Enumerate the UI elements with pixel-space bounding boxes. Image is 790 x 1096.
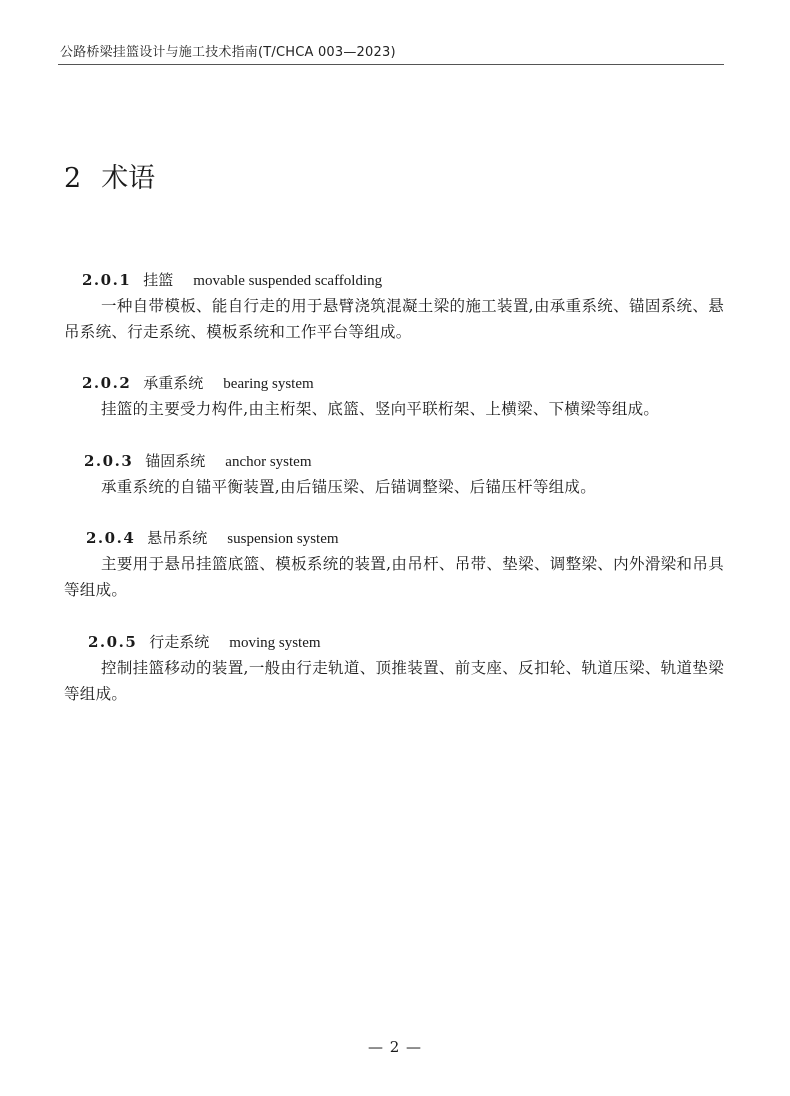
chapter-heading: 术语	[101, 163, 156, 194]
term-name-en: bearing system	[223, 376, 314, 392]
term-name-cn: 挂篮	[143, 271, 174, 289]
term-number: 2.0.4	[86, 529, 136, 547]
term-heading	[82, 371, 314, 396]
term-name-en: movable suspended scaffolding	[193, 273, 383, 289]
term-name-cn: 承重系统	[143, 374, 204, 392]
term-name-cn: 行走系统	[149, 633, 210, 651]
term-name-en: anchor system	[225, 454, 312, 470]
term-number: 2.0.2	[82, 374, 132, 392]
running-header: 公路桥梁挂篮设计与施工技术指南(T/CHCA 003—2023)	[60, 45, 396, 60]
term-definition: 控制挂篮移动的装置,一般由行走轨道、顶推装置、前支座、反扣轮、轨道压梁、轨道垫梁等组成。	[64, 659, 724, 703]
term-definition: 挂篮的主要受力构件,由主桁架、底篮、竖向平联桁架、上横梁、下横梁等组成。	[101, 400, 660, 418]
term-name-en: suspension system	[227, 531, 339, 547]
term-heading	[84, 449, 312, 474]
header-rule	[58, 64, 724, 65]
term-heading	[88, 630, 321, 655]
term-number: 2.0.3	[84, 452, 134, 470]
term-name-en: moving system	[229, 635, 321, 651]
term-number: 2.0.1	[82, 271, 132, 289]
term-number: 2.0.5	[88, 633, 138, 651]
page-number: — 2 —	[367, 1038, 423, 1056]
term-heading	[82, 268, 382, 293]
chapter-title	[64, 161, 155, 197]
term-name-cn: 锚固系统	[145, 452, 206, 470]
term-definition: 承重系统的自锚平衡装置,由后锚压梁、后锚调整梁、后锚压杆等组成。	[101, 478, 597, 496]
term-name-cn: 悬吊系统	[147, 529, 208, 547]
term-definition: 主要用于悬吊挂篮底篮、模板系统的装置,由吊杆、吊带、垫梁、调整梁、内外滑梁和吊具等组成。	[64, 555, 724, 599]
term-definition: 一种自带模板、能自行走的用于悬臂浇筑混凝土梁的施工装置,由承重系统、锚固系统、悬吊系统、行走系统、模板系统和工作平台等组成。	[64, 297, 724, 341]
term-heading	[86, 526, 339, 551]
chapter-number: 2	[64, 163, 82, 194]
